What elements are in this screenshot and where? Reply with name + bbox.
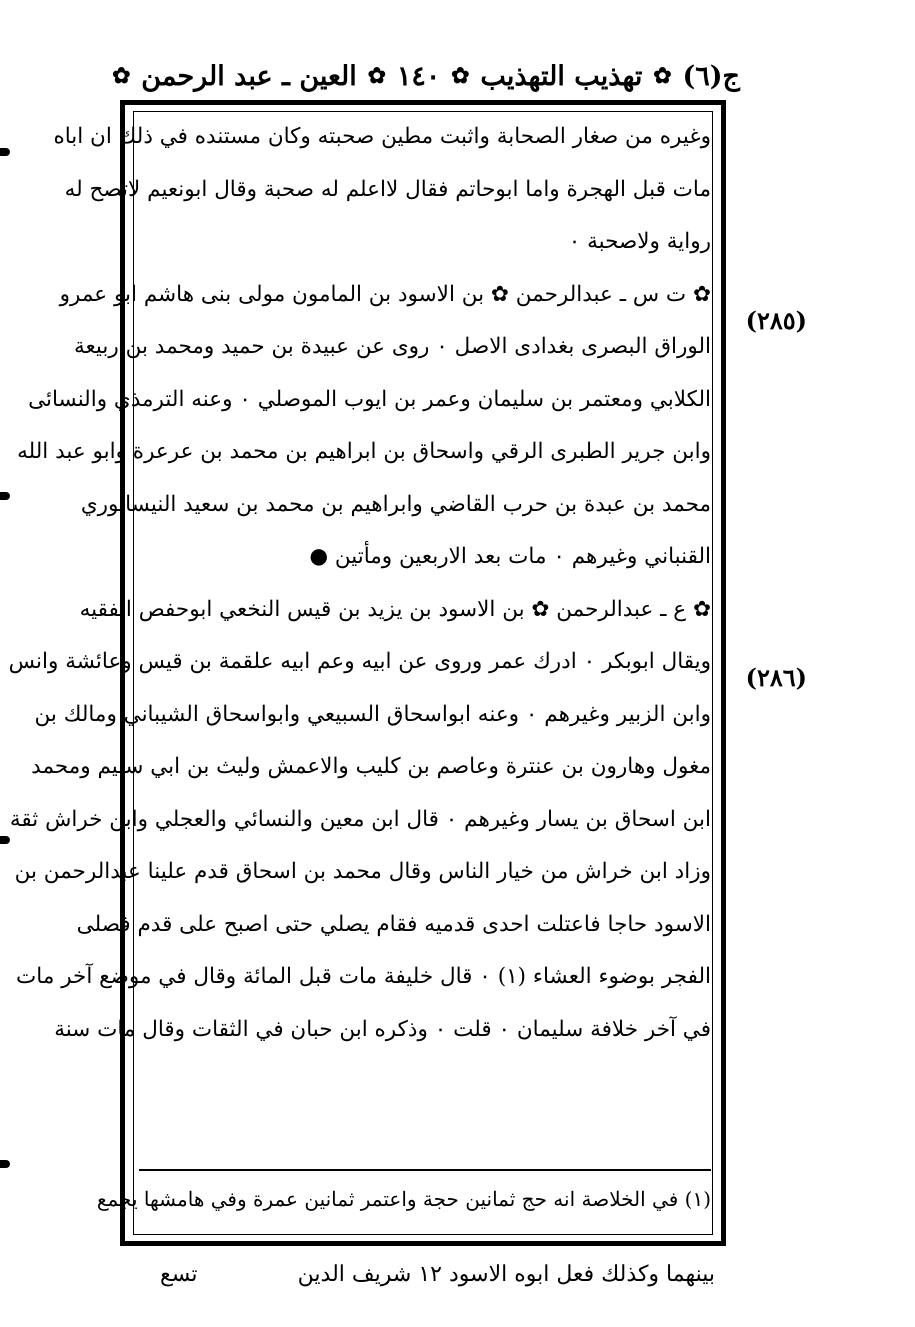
binding-hole-mark [0,836,10,844]
body-line: رواية ولاصحبة ٠ [568,229,711,254]
entry-number: (٢٨٦) [745,663,807,692]
ornament-icon: ✿ [112,63,131,89]
footnote-divider [139,1169,711,1171]
body-line: مغول وهارون بن عنترة وعاصم بن كليب والاعمش وليث بن ابي سليم ومحمد [31,754,711,779]
ornament-icon: ✿ [367,63,387,89]
body-line: الوراق البصرى بغدادى الاصل ٠ روى عن عبيدة بن حميد ومحمد بن ربيعة [74,334,711,359]
body-line: محمد بن عبدة بن حرب القاضي وابراهيم بن محمد بن سعيد النيسابوري [80,491,711,517]
body-line: الفجر بوضوء العشاء (١) ٠ قال خليفة مات قبل المائة وقال في موضع آخر مات [16,964,711,989]
body-line: في آخر خلافة سليمان ٠ قلت ٠ وذكره ابن حبان في الثقات وقال مات سنة [54,1016,711,1042]
section-title: العين ـ عبد الرحمن [141,60,357,92]
ornament-icon: ✿ [451,63,470,89]
ornament-icon: ✿ [653,63,672,89]
running-header [112,52,740,100]
body-line: القنباني وغيرهم ٠ مات بعد الاربعين ومأتين ● [309,544,711,569]
binding-hole-mark [0,1160,10,1168]
volume-number: ج(٦) [682,60,740,92]
page-number: ١٤٠ [396,60,441,92]
body-line: ويقال ابوبكر ٠ ادرك عمر وروى عن ابيه وعم ابيه علقمة بن قيس وعائشة وانس [8,649,711,674]
body-line: ابن اسحاق بن يسار وغيرهم ٠ قال ابن معين والنسائي والعجلي وابن خراش ثقة [9,806,711,832]
footnote: (١) في الخلاصة انه حج ثمانين حجة واعتمر ثمانين عمرة وفي هامشها يجمع [96,1187,711,1211]
body-line: وغيره من صغار الصحابة واثبت مطين صحبته وكان مستنده في ذلك ان اباه [53,124,711,149]
body-line: وابن الزبير وغيرهم ٠ وعنه ابواسحاق السبيعي وابواسحاق الشيباني ومالك بن [34,701,711,727]
binding-hole-mark [0,492,10,500]
book-title: تهذيب التهذيب [480,60,643,92]
body-line: الكلابي ومعتمر بن سليمان وعمر بن ايوب الموصلي ٠ وعنه الترمذي والنسائى [28,386,711,412]
body-text [8,111,711,1056]
catchword: تسع [160,1262,198,1287]
body-line: وابن جرير الطبرى الرقي واسحاق بن ابراهيم بن محمد بن عرعرة وابو عبد الله [17,439,711,464]
body-line: وزاد ابن خراش من خيار الناس وقال محمد بن اسحاق قدم علينا عبدالرحمن بن [14,859,711,884]
footnote-continuation: بينهما وكذلك فعل ابوه الاسود ١٢ شريف الدين [297,1262,715,1287]
text-frame [8,100,726,1246]
entry-number: (٢٨٥) [745,306,807,335]
body-line: الاسود حاجا فاعتلت احدى قدميه فقام يصلي حتى اصبح على قدم فصلى [76,911,711,937]
body-line: مات قبل الهجرة واما ابوحاتم فقال لااعلم له صحبة وقال ابونعيم لاتصح له [64,176,711,202]
body-line: ✿ ع ـ عبدالرحمن ✿ بن الاسود بن يزيد بن قيس النخعي ابوحفص الفقيه [79,596,711,622]
page-footer [160,1262,715,1287]
body-line: ✿ ت س ـ عبدالرحمن ✿ بن الاسود بن المامون مولى بنى هاشم ابو عمرو [59,281,711,307]
binding-hole-mark [0,148,10,156]
